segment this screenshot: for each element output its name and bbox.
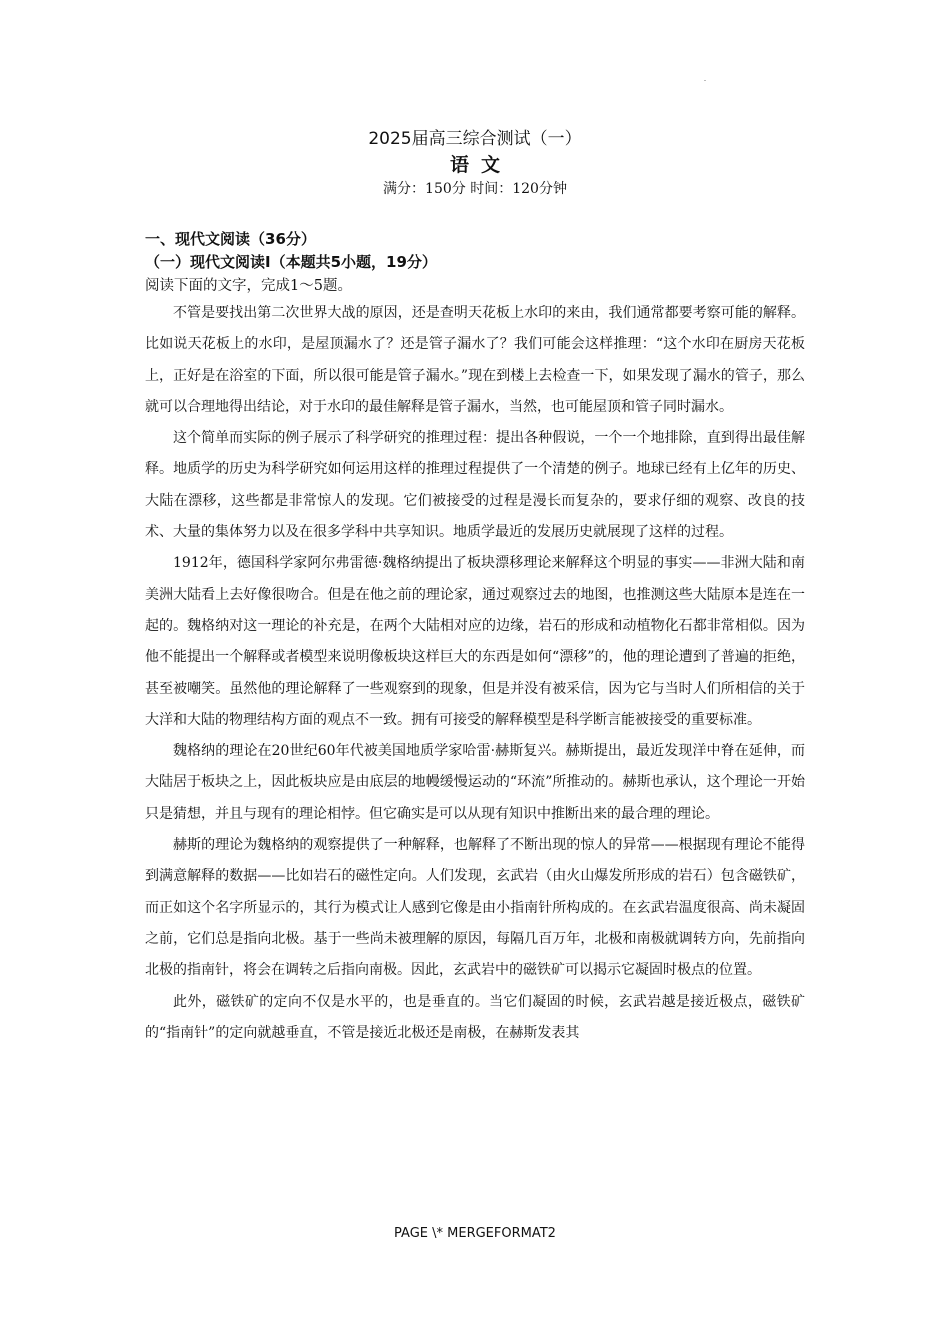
exam-subject: 语文: [449, 154, 512, 176]
exam-meta: 满分：150分 时间：120分钟: [383, 181, 567, 197]
passage-paragraph-5: 赫斯的理论为魏格纳的观察提供了一种解释，也解释了不断出现的惊人的异常——根据现有理论不能得到满意解释的数据——比如岩石的磁性定向。人们发现，玄武岩（由火山爆发所形成的岩石）包含磁铁矿，而正如这个名字所显示的，其行为模式让人感到它像是由小指南针所构成的。在玄武岩温度很高、尚未凝固之前，它们总是指向北极。基于一些尚未被理解的原因，每隔几百万年，北极和南极就调转方向，先前指向北极的指南针，将会在调转之后指向南极。因此，玄武岩中的磁铁矿可以揭示它凝固时极点的位置。: [145, 837, 805, 979]
reading-section: [145, 228, 805, 1049]
passage-paragraph-2: 这个简单而实际的例子展示了科学研究的推理过程：提出各种假说，一个一个地排除，直到得出最佳解释。地质学的历史为科学研究如何运用这样的推理过程提供了一个清楚的例子。地球已经有上亿年的历史、大陆在漂移，这些都是非常惊人的发现。它们被接受的过程是漫长而复杂的，要求仔细的观察、改良的技术、大量的集体努力以及在很多学科中共享知识。地质学最近的发展历史就展现了这样的过程。: [145, 430, 805, 541]
section-heading: 一、现代文阅读（36分）: [145, 230, 316, 248]
reading-instruction: 阅读下面的文字，完成1～5题。: [145, 278, 352, 294]
passage-paragraph-6: 此外，磁铁矿的定向不仅是水平的，也是垂直的。当它们凝固的时候，玄武岩越是接近极点，磁铁矿的“指南针”的定向就越垂直，不管是接近北极还是南极，在赫斯发表其: [145, 993, 805, 1041]
passage-paragraph-3: 1912年，德国科学家阿尔弗雷德·魏格纳提出了板块漂移理论来解释这个明显的事实——非洲大陆和南美洲大陆看上去好像很吻合。但是在他之前的理论家，通过观察过去的地图，也推测这些大陆原本是连在一起的。魏格纳对这一理论的补充是，在两个大陆相对应的边缘，岩石的形成和动植物化石都非常相似。因为他不能提出一个解释或者模型来说明像板块这样巨大的东西是如何“漂移”的，他的理论遭到了普遍的拒绝，甚至被嘲笑。虽然他的理论解释了一些观察到的现象，但是并没有被采信，因为它与当时人们所相信的关于大洋和大陆的物理结构方面的观点不一致。拥有可接受的解释模型是科学断言能被接受的重要标准。: [145, 555, 805, 728]
passage-paragraph-4: 魏格纳的理论在20世纪60年代被美国地质学家哈雷·赫斯复兴。赫斯提出，最近发现洋中脊在延伸，而大陆居于板块之上，因此板块应是由底层的地幔缓慢运动的“环流”所推动的。赫斯也承认，这个理论一开始只是猜想，并且与现有的理论相悖。但它确实是可以从现有知识中推断出来的最合理的理论。: [145, 743, 805, 822]
exam-header: [0, 126, 950, 200]
exam-title: 2025届高三综合测试（一）: [368, 129, 582, 149]
passage-paragraph-1: 不管是要找出第二次世界大战的原因，还是查明天花板上水印的来由，我们通常都要考察可能的解释。比如说天花板上的水印，是屋顶漏水了？还是管子漏水了？我们可能会这样推理：“这个水印在厨房天花板上，正好是在浴室的下面，所以很可能是管子漏水。”现在到楼上去检查一下，如果发现了漏水的管子，那么就可以合理地得出结论，对于水印的最佳解释是管子漏水，当然，也可能屋顶和管子同时漏水。: [145, 305, 805, 415]
scan-speck: [704, 80, 706, 81]
page-footer: PAGE \* MERGEFORMAT2: [394, 1226, 556, 1241]
section-subheading: （一）现代文阅读Ⅰ（本题共5小题，19分）: [145, 253, 437, 271]
